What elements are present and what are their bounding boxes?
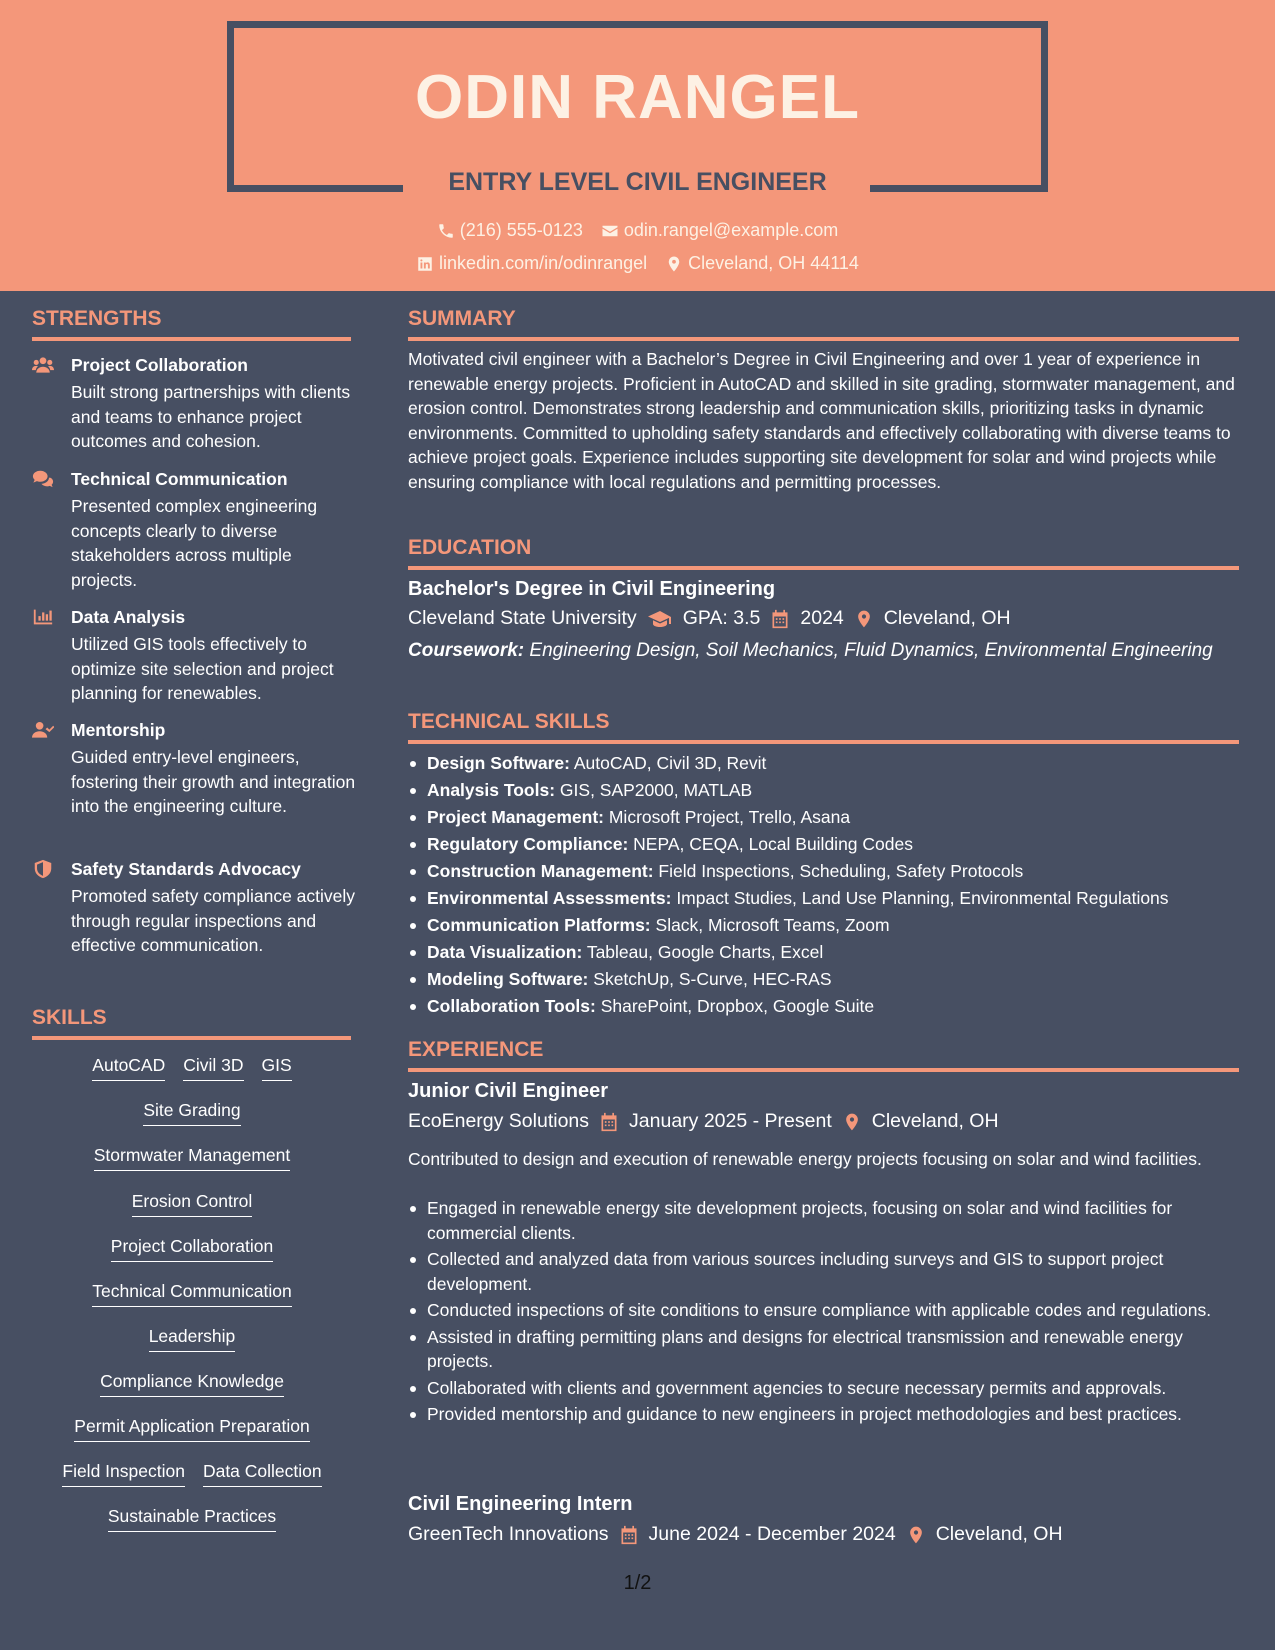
- page-number: 1/2: [623, 1572, 652, 1594]
- skill-chip: Permit Application Preparation: [74, 1416, 309, 1442]
- list-item: Data Visualization: Tableau, Google Charts, Excel: [408, 939, 1239, 966]
- users-icon: [32, 355, 54, 375]
- phone-contact[interactable]: [437, 220, 583, 241]
- skills-row: [32, 1055, 352, 1081]
- school-name: Cleveland State University: [408, 607, 637, 629]
- strength-title: Data Analysis: [71, 607, 186, 627]
- phone-icon: [437, 222, 455, 240]
- skill-chip: Erosion Control: [132, 1191, 253, 1217]
- job-location: Cleveland, OH: [935, 1523, 1063, 1545]
- skill-chip: GIS: [262, 1055, 292, 1081]
- list-item: Collaborated with clients and government agencies to secure necessary permits and approvals.: [408, 1376, 1239, 1401]
- skills-row: [32, 1100, 352, 1126]
- education-heading: EDUCATION: [408, 536, 1239, 570]
- skill-chip: Data Collection: [203, 1461, 322, 1487]
- email-contact[interactable]: [601, 220, 838, 241]
- summary-heading: SUMMARY: [408, 307, 1239, 341]
- skills-row: [32, 1461, 352, 1487]
- list-item: Project Management: Microsoft Project, Trello, Asana: [408, 804, 1239, 831]
- strength-desc: Guided entry-level engineers, fostering their growth and integration into the engineering culture.: [71, 747, 356, 816]
- skills-row: [32, 1506, 352, 1532]
- job-intro: Contributed to design and execution of renewable energy projects focusing on solar and wind facilities.: [408, 1149, 1202, 1169]
- skill-chip: AutoCAD: [92, 1055, 165, 1081]
- phone-text: (216) 555-0123: [459, 220, 583, 240]
- comments-icon: [32, 469, 54, 489]
- list-item: Conducted inspections of site conditions to ensure compliance with applicable codes and regulations.: [408, 1298, 1239, 1323]
- shield-icon: [32, 859, 54, 879]
- strength-desc: Promoted safety compliance actively through regular inspections and effective communication.: [71, 886, 356, 955]
- location-text: Cleveland, OH 44114: [688, 253, 859, 273]
- skills-row: [32, 1145, 352, 1171]
- coursework-list: Engineering Design, Soil Mechanics, Fluid Dynamics, Environmental Engineering: [529, 640, 1213, 661]
- skill-chip: Project Collaboration: [111, 1236, 273, 1262]
- email-text: odin.rangel@example.com: [623, 220, 839, 240]
- strength-title: Safety Standards Advocacy: [71, 859, 301, 879]
- skills-row: [32, 1191, 352, 1217]
- contact-row: [0, 220, 1275, 241]
- graduation-year: 2024: [800, 607, 844, 629]
- summary-text: Motivated civil engineer with a Bachelor’s Degree in Civil Engineering and over 1 year of experience in renewable energy projects. Proficient in AutoCAD and skilled in site grading, stormwater management, and erosion control. Demonstrates strong leadership and communication skills, prioritizing tasks in dynamic environments. Committed to upholding safety standards and effectively collaborating with diverse teams to achieve project goals. Experience includes supporting site development for solar and wind projects while ensuring compliance with local regulations and permitting processes.: [408, 349, 1235, 492]
- strength-title: Technical Communication: [71, 469, 288, 489]
- list-item: Analysis Tools: GIS, SAP2000, MATLAB: [408, 777, 1239, 804]
- graduation-cap-icon: [647, 609, 673, 629]
- user-check-icon: [32, 720, 54, 740]
- chart-bar-icon: [32, 607, 54, 627]
- list-item: Construction Management: Field Inspections, Scheduling, Safety Protocols: [408, 858, 1239, 885]
- skills-row: [32, 1371, 352, 1397]
- strength-title: Project Collaboration: [71, 355, 248, 375]
- candidate-name: ODIN RANGEL: [415, 63, 860, 132]
- list-item: Assisted in drafting permitting plans and designs for electrical transmission and renewable energy projects.: [408, 1325, 1239, 1374]
- linkedin-text: linkedin.com/in/odinrangel: [439, 253, 648, 273]
- skills-row: [32, 1281, 352, 1307]
- skill-chip: Leadership: [149, 1326, 236, 1352]
- list-item: Communication Platforms: Slack, Microsoft Teams, Zoom: [408, 912, 1239, 939]
- education-meta: [408, 607, 1011, 630]
- skill-chip: Technical Communication: [92, 1281, 291, 1307]
- calendar-icon: [619, 1525, 639, 1545]
- envelope-icon: [601, 222, 619, 240]
- skill-chip: Sustainable Practices: [108, 1506, 276, 1532]
- coursework-label: Coursework:: [408, 640, 525, 661]
- gpa: GPA: 3.5: [682, 607, 761, 629]
- strength-desc: Presented complex engineering concepts clearly to diverse stakeholders across multiple projects.: [71, 496, 318, 590]
- experience-heading: EXPERIENCE: [408, 1038, 1239, 1072]
- location-contact: [665, 253, 859, 274]
- skills-row: [32, 1236, 352, 1262]
- skill-chip: Field Inspection: [62, 1461, 185, 1487]
- degree-title: Bachelor's Degree in Civil Engineering: [408, 578, 776, 600]
- skills-heading: SKILLS: [32, 1006, 351, 1040]
- map-pin-icon: [665, 255, 683, 273]
- strength-title: Mentorship: [71, 720, 166, 740]
- company-name: GreenTech Innovations: [408, 1523, 609, 1545]
- calendar-icon: [770, 609, 790, 629]
- technical-skills-heading: TECHNICAL SKILLS: [408, 710, 1239, 744]
- skills-row: [32, 1326, 352, 1352]
- list-item: Design Software: AutoCAD, Civil 3D, Revit: [408, 750, 1239, 777]
- skill-chip: Compliance Knowledge: [100, 1371, 284, 1397]
- skill-chip: Site Grading: [143, 1100, 240, 1126]
- skill-chip: Stormwater Management: [94, 1145, 290, 1171]
- list-item: Engaged in renewable energy site development projects, focusing on solar and wind facilities for commercial clients.: [408, 1196, 1239, 1245]
- map-pin-icon: [842, 1112, 862, 1132]
- list-item: Environmental Assessments: Impact Studies, Land Use Planning, Environmental Regulations: [408, 885, 1239, 912]
- job-dates: June 2024 - December 2024: [648, 1523, 896, 1545]
- linkedin-contact[interactable]: [416, 253, 647, 274]
- list-item: Modeling Software: SketchUp, S-Curve, HEC-RAS: [408, 966, 1239, 993]
- list-item: Collected and analyzed data from various sources including surveys and GIS to support project development.: [408, 1247, 1239, 1296]
- job-title: ENTRY LEVEL CIVIL ENGINEER: [448, 168, 827, 196]
- job-dates: January 2025 - Present: [629, 1110, 832, 1132]
- job-location: Cleveland, OH: [871, 1110, 999, 1132]
- map-pin-icon: [854, 609, 874, 629]
- technical-skills-list: [408, 750, 1239, 1020]
- job-meta: [408, 1523, 1063, 1546]
- job-role: Civil Engineering Intern: [408, 1493, 633, 1515]
- map-pin-icon: [906, 1525, 926, 1545]
- list-item: Provided mentorship and guidance to new engineers in project methodologies and best practices.: [408, 1402, 1239, 1427]
- linkedin-icon: [416, 255, 434, 273]
- strength-desc: Utilized GIS tools effectively to optimize site selection and project planning for renewables.: [71, 634, 334, 703]
- list-item: Regulatory Compliance: NEPA, CEQA, Local Building Codes: [408, 831, 1239, 858]
- job-bullets: [408, 1196, 1239, 1429]
- coursework: [408, 638, 1228, 663]
- contact-row-2: [0, 253, 1275, 274]
- strengths-heading: STRENGTHS: [32, 307, 351, 341]
- company-name: EcoEnergy Solutions: [408, 1110, 590, 1132]
- job-meta: [408, 1110, 999, 1133]
- skill-chip: Civil 3D: [183, 1055, 243, 1081]
- education-location: Cleveland, OH: [883, 607, 1011, 629]
- job-role: Junior Civil Engineer: [408, 1080, 609, 1102]
- calendar-icon: [599, 1112, 619, 1132]
- list-item: Collaboration Tools: SharePoint, Dropbox, Google Suite: [408, 993, 1239, 1020]
- resume-header: [0, 0, 1275, 291]
- skills-row: [32, 1416, 352, 1442]
- strength-desc: Built strong partnerships with clients and teams to enhance project outcomes and cohesion.: [71, 382, 351, 451]
